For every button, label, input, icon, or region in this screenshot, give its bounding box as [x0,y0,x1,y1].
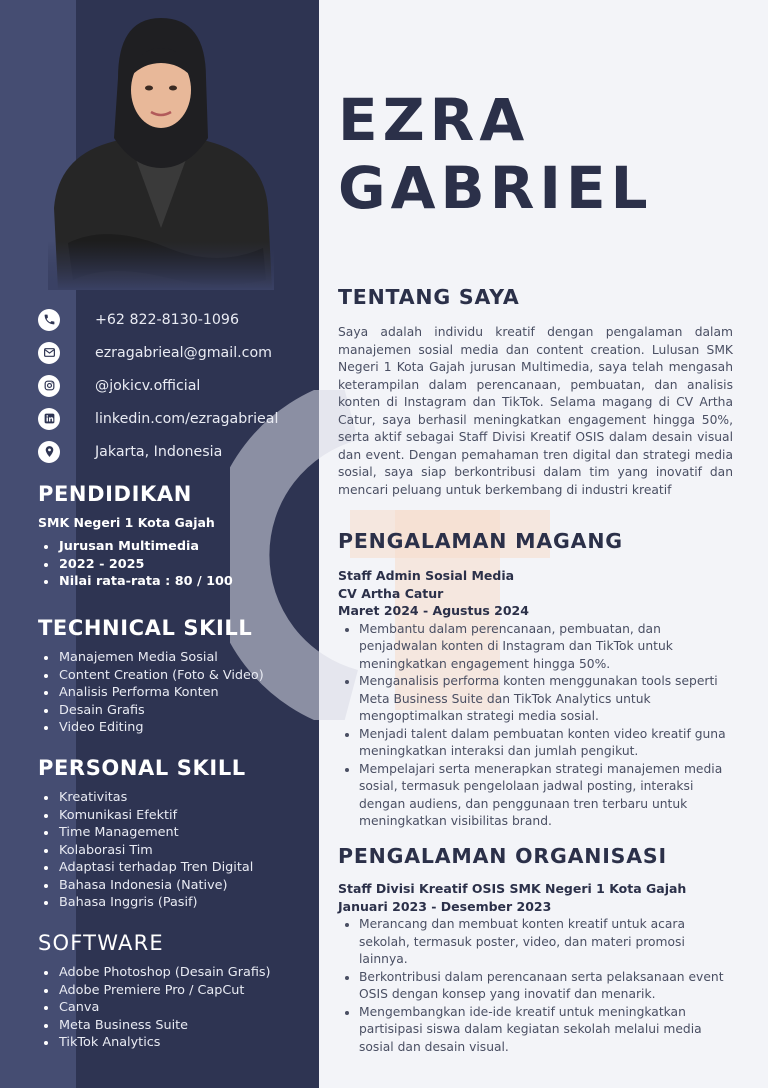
contact-linkedin [38,402,278,435]
list-item: Analisis Performa Konten [38,684,308,702]
contact-text: +62 822-8130-1096 [95,311,239,328]
list-item: 2022 - 2025 [38,556,308,574]
contact-instagram [38,369,278,402]
list-item: Kreativitas [38,789,308,807]
organization-entry [338,880,733,1056]
list-item: Komunikasi Efektif [38,807,308,825]
software-heading: SOFTWARE [38,931,164,955]
education-school: SMK Negeri 1 Kota Gajah [38,515,215,530]
internship-list [338,621,733,831]
internship-heading: PENGALAMAN MAGANG [338,529,623,553]
organization-heading: PENGALAMAN ORGANISASI [338,844,667,868]
contact-text: ezragabrieal@gmail.com [95,344,272,361]
internship-entry [338,567,733,831]
contact-text: @jokicv.official [95,377,201,394]
about-heading: TENTANG SAYA [338,285,520,309]
organization-period: Januari 2023 - Desember 2023 [338,898,552,914]
education-list [38,538,308,591]
list-item: TikTok Analytics [38,1034,308,1052]
internship-period: Maret 2024 - Agustus 2024 [338,603,529,618]
technical-skill-heading: TECHNICAL SKILL [38,616,253,640]
contact-text: linkedin.com/ezragabrieal [95,410,279,427]
contact-list [38,303,278,468]
list-item: Berkontribusi dalam perencanaan serta pelaksanaan event OSIS dengan konsep yang inovatif dan menarik. [338,969,733,1004]
list-item: Bahasa Inggris (Pasif) [38,894,308,912]
software-list [38,964,308,1052]
list-item: Mempelajari serta menerapkan strategi manajemen media sosial, termasuk pengelolaan jadwal posting, interaksi dengan audiens, dan penggunaan tren terbaru untuk meningkatkan visibilitas brand. [338,761,733,831]
organization-role: Staff Divisi Kreatif OSIS SMK Negeri 1 Kota Gajah [338,881,687,896]
list-item: Adobe Photoshop (Desain Grafis) [38,964,308,982]
personal-skill-section [38,756,308,912]
about-text: Saya adalah individu kreatif dengan pengalaman dalam manajemen sosial media dan content creation. Lulusan SMK Negeri 1 Kota Gajah jurusan Multimedia, saya telah mengasah keterampilan dalam perencanaan, pembuatan, dan analisis konten di Instagram dan TikTok. Selama magang di CV Artha Catur, saya berhasil meningkatkan engagement hingga 50%, serta aktif sebagai Staff Divisi Kreatif OSIS dalam desain visual dan event. Dengan pemahaman tren digital dan strategi media sosial, saya siap berkontribusi dalam tim yang inovatif dan mencari peluang untuk berkembang di industri kreatif [338,325,733,497]
location-icon [38,441,60,463]
internship-role: Staff Admin Sosial Media [338,568,515,583]
list-item: Menjadi talent dalam pembuatan konten video kreatif guna meningkatkan interaksi dan jumlah pengikut. [338,726,733,761]
list-item: Kolaborasi Tim [38,842,308,860]
list-item: Nilai rata-rata : 80 / 100 [38,573,308,591]
list-item: Adobe Premiere Pro / CapCut [38,982,308,1000]
list-item: Menganalisis performa konten menggunakan tools seperti Meta Business Suite dan TikTok Analytics untuk mengoptimalkan strategi media sosial. [338,673,733,726]
list-item: Merancang dan membuat konten kreatif untuk acara sekolah, termasuk poster, video, dan materi promosi lainnya. [338,916,733,969]
instagram-icon [38,375,60,397]
email-icon [38,342,60,364]
list-item: Mengembangkan ide-ide kreatif untuk meningkatkan partisipasi siswa dalam kegiatan sekolah melalui media sosial dan desain visual. [338,1004,733,1057]
list-item: Manajemen Media Sosial [38,649,308,667]
personal-skill-list [38,789,308,912]
list-item: Video Editing [38,719,308,737]
contact-email [38,336,278,369]
list-item: Membantu dalam perencanaan, pembuatan, dan penjadwalan konten di Instagram dan TikTok untuk meningkatkan engagement hingga 50%. [338,621,733,674]
education-heading: PENDIDIKAN [38,482,192,506]
list-item: Desain Grafis [38,702,308,720]
list-item: Jurusan Multimedia [38,538,308,556]
software-section [38,931,308,1052]
list-item: Adaptasi terhadap Tren Digital [38,859,308,877]
list-item: Content Creation (Foto & Video) [38,667,308,685]
list-item: Canva [38,999,308,1017]
list-item: Bahasa Indonesia (Native) [38,877,308,895]
list-item: Meta Business Suite [38,1017,308,1035]
technical-skill-section [38,616,308,737]
full-name [338,86,653,222]
contact-phone [38,303,278,336]
first-name: EZRA [338,86,530,154]
contact-location [38,435,278,468]
list-item: Time Management [38,824,308,842]
profile-photo [48,18,274,290]
linkedin-icon [38,408,60,430]
contact-text: Jakarta, Indonesia [95,443,223,460]
personal-skill-heading: PERSONAL SKILL [38,756,246,780]
last-name: GABRIEL [338,154,653,222]
organization-list [338,916,733,1056]
technical-skill-list [38,649,308,737]
phone-icon [38,309,60,331]
internship-company: CV Artha Catur [338,585,444,601]
education-section [38,482,308,591]
